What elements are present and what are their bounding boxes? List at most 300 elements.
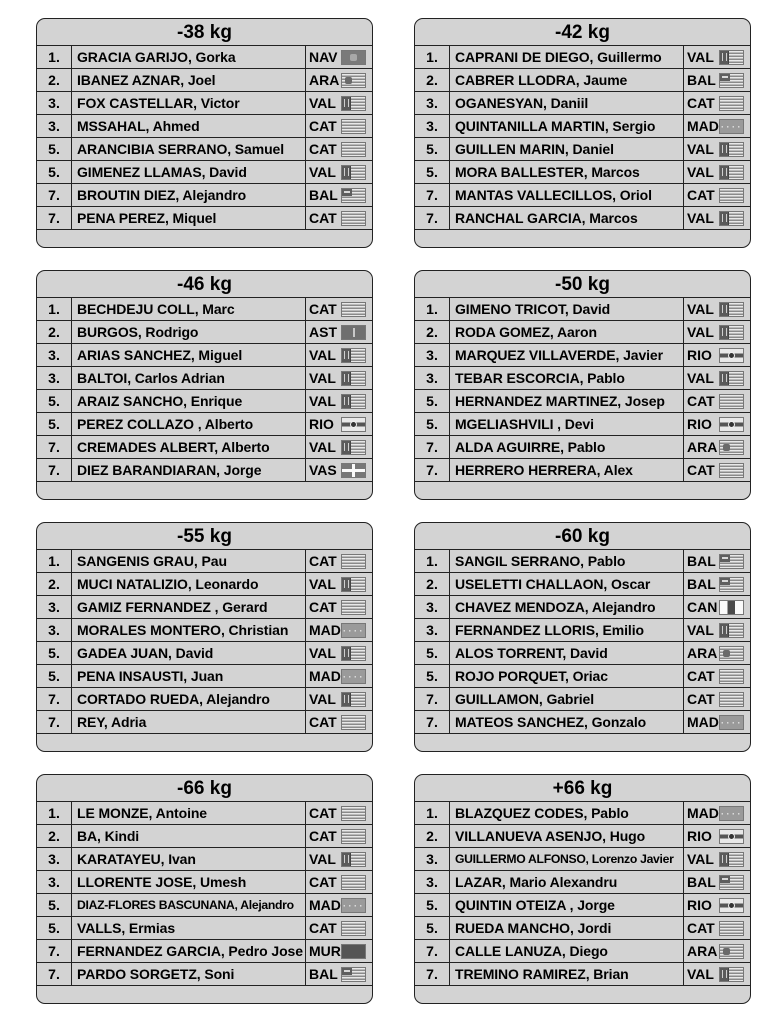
rank-cell: 7. [415,688,450,710]
team-code: CAT [687,462,715,478]
team-code: CAT [309,599,337,615]
cat-flag-icon [719,394,744,409]
athlete-name-cell: CALLE LANUZA, Diego [450,940,684,962]
table-row [415,596,750,619]
athlete-name-cell: BECHDEJU COLL, Marc [72,298,306,320]
mad-flag-icon [341,669,366,684]
rank-cell: 3. [37,596,72,618]
athlete-name-cell: CHAVEZ MENDOZA, Alejandro [450,596,684,618]
ara-flag-icon [341,73,366,88]
table-row [415,161,750,184]
rank-cell: 2. [37,573,72,595]
val-flag-icon [719,302,744,317]
ara-flag-icon [719,944,744,959]
rio-flag-icon [341,417,366,432]
table-row [37,596,372,619]
table-row [37,665,372,688]
team-code: CAT [309,141,337,157]
rank-cell: 3. [37,344,72,366]
rank-cell: 5. [37,390,72,412]
athlete-name-cell: MUCI NATALIZIO, Leonardo [72,573,306,595]
rank-cell: 3. [37,367,72,389]
team-cell [684,802,750,824]
athlete-name-cell: MORA BALLESTER, Marcos [450,161,684,183]
athlete-name-cell: QUINTIN OTEIZA , Jorge [450,894,684,916]
team-cell [684,367,750,389]
table-row [415,344,750,367]
team-cell [684,413,750,435]
mad-flag-icon [719,119,744,134]
rank-cell: 1. [415,298,450,320]
team-cell [684,642,750,664]
table-row [415,115,750,138]
team-cell [684,711,750,733]
ara-flag-icon [719,440,744,455]
team-cell [684,298,750,320]
table-row [37,688,372,711]
weight-category-panel [36,270,373,500]
athlete-name-cell: TEBAR ESCORCIA, Pablo [450,367,684,389]
rank-cell: 5. [415,138,450,160]
rank-cell: 2. [37,321,72,343]
team-code: VAL [687,324,714,340]
table-row [37,207,372,230]
team-cell [306,550,372,572]
rank-cell: 5. [415,894,450,916]
rank-cell: 7. [415,963,450,985]
athlete-name-cell: DIEZ BARANDIARAN, Jorge [72,459,306,481]
rank-cell: 3. [415,619,450,641]
table-row [415,459,750,482]
rank-cell: 7. [415,940,450,962]
team-cell [306,665,372,687]
team-cell [306,321,372,343]
team-code: CAT [309,920,337,936]
table-row [415,802,750,825]
cat-flag-icon [341,142,366,157]
team-code: VAL [309,645,336,661]
cat-flag-icon [341,119,366,134]
val-flag-icon [341,394,366,409]
team-cell [306,711,372,733]
team-cell [306,344,372,366]
results-table [37,550,372,734]
weight-category-title: -66 kg [37,775,372,802]
bal-flag-icon [341,967,366,982]
table-row [37,711,372,734]
team-cell [306,871,372,893]
athlete-name-cell: MARQUEZ VILLAVERDE, Javier [450,344,684,366]
team-cell [306,69,372,91]
table-row [37,642,372,665]
athlete-name-cell: CABRER LLODRA, Jaume [450,69,684,91]
team-code: CAT [687,393,715,409]
ara-flag-icon [719,646,744,661]
cat-flag-icon [719,669,744,684]
athlete-name-cell: DIAZ-FLORES BASCUNANA, Alejandro [72,894,306,916]
weight-category-panel [36,774,373,1004]
team-code: VAL [687,164,714,180]
val-flag-icon [719,967,744,982]
athlete-name-cell: GIMENO TRICOT, David [450,298,684,320]
athlete-name-cell: BLAZQUEZ CODES, Pablo [450,802,684,824]
rank-cell: 5. [415,390,450,412]
can-flag-icon [719,600,744,615]
team-code: RIO [309,416,334,432]
rank-cell: 7. [415,207,450,229]
athlete-name-cell: MANTAS VALLECILLOS, Oriol [450,184,684,206]
team-code: AST [309,324,337,340]
team-code: CAT [309,805,337,821]
bal-flag-icon [719,577,744,592]
mad-flag-icon [719,806,744,821]
athlete-name-cell: SANGIL SERRANO, Pablo [450,550,684,572]
table-row [415,940,750,963]
athlete-name-cell: RUEDA MANCHO, Jordi [450,917,684,939]
weight-category-title: +66 kg [415,775,750,802]
team-cell [306,436,372,458]
table-row [37,344,372,367]
athlete-name-cell: BALTOI, Carlos Adrian [72,367,306,389]
table-row [37,825,372,848]
rank-cell: 7. [415,184,450,206]
rank-cell: 5. [37,917,72,939]
team-code: CAT [687,95,715,111]
table-row [37,321,372,344]
rank-cell: 7. [37,940,72,962]
table-row [415,848,750,871]
team-code: MAD [687,118,719,134]
team-code: NAV [309,49,338,65]
val-flag-icon [719,623,744,638]
team-cell [306,940,372,962]
athlete-name-cell: PEREZ COLLAZO , Alberto [72,413,306,435]
athlete-name-cell: FERNANDEZ GARCIA, Pedro Jose [72,940,306,962]
table-row [37,390,372,413]
athlete-name-cell: GAMIZ FERNANDEZ , Gerard [72,596,306,618]
rank-cell: 2. [415,69,450,91]
vas-flag-icon [341,463,366,478]
rank-cell: 3. [415,92,450,114]
team-code: VAL [687,301,714,317]
team-cell [306,184,372,206]
team-code: VAL [687,966,714,982]
team-code: ARA [687,439,718,455]
athlete-name-cell: LLORENTE JOSE, Umesh [72,871,306,893]
rank-cell: 5. [37,161,72,183]
team-code: CAT [309,828,337,844]
table-row [415,390,750,413]
team-code: CAT [687,668,715,684]
team-cell [306,596,372,618]
team-cell [684,138,750,160]
team-code: VAS [309,462,337,478]
table-row [37,573,372,596]
bal-flag-icon [719,73,744,88]
athlete-name-cell: BROUTIN DIEZ, Alejandro [72,184,306,206]
team-cell [684,963,750,985]
athlete-name-cell: CREMADES ALBERT, Alberto [72,436,306,458]
team-code: RIO [687,828,712,844]
team-code: VAL [687,851,714,867]
table-row [37,184,372,207]
weight-category-title: -42 kg [415,19,750,46]
cat-flag-icon [341,554,366,569]
weight-category-panel [414,774,751,1004]
athlete-name-cell: OGANESYAN, Daniil [450,92,684,114]
team-cell [306,619,372,641]
table-row [415,711,750,734]
cat-flag-icon [341,302,366,317]
team-cell [306,894,372,916]
val-flag-icon [719,371,744,386]
team-code: CAT [309,714,337,730]
table-row [415,917,750,940]
results-table [37,802,372,986]
table-row [37,298,372,321]
table-row [415,665,750,688]
table-row [37,413,372,436]
rank-cell: 7. [37,963,72,985]
table-row [37,619,372,642]
cat-flag-icon [719,692,744,707]
table-row [37,848,372,871]
athlete-name-cell: PARDO SORGETZ, Soni [72,963,306,985]
rank-cell: 7. [37,207,72,229]
nav-flag-icon [341,50,366,65]
bal-flag-icon [719,875,744,890]
rio-flag-icon [719,829,744,844]
rank-cell: 5. [415,917,450,939]
table-row [37,550,372,573]
val-flag-icon [341,692,366,707]
team-code: VAL [687,141,714,157]
team-cell [684,436,750,458]
val-flag-icon [341,440,366,455]
athlete-name-cell: MGELIASHVILI , Devi [450,413,684,435]
rank-cell: 5. [37,894,72,916]
team-code: ARA [687,645,718,661]
team-cell [684,344,750,366]
rank-cell: 2. [37,69,72,91]
athlete-name-cell: REY, Adria [72,711,306,733]
table-row [415,573,750,596]
rank-cell: 5. [415,665,450,687]
val-flag-icon [341,348,366,363]
cat-flag-icon [719,463,744,478]
table-row [415,207,750,230]
rank-cell: 2. [37,825,72,847]
team-cell [684,894,750,916]
team-code: VAL [687,370,714,386]
table-row [415,184,750,207]
team-code: MAD [309,897,341,913]
team-code: RIO [687,416,712,432]
weight-category-panel [414,18,751,248]
athlete-name-cell: CAPRANI DE DIEGO, Guillermo [450,46,684,68]
athlete-name-cell: ALDA AGUIRRE, Pablo [450,436,684,458]
team-code: VAL [309,393,336,409]
team-code: RIO [687,347,712,363]
rank-cell: 7. [37,688,72,710]
weight-category-title: -60 kg [415,523,750,550]
team-cell [684,184,750,206]
team-cell [684,459,750,481]
rank-cell: 7. [37,184,72,206]
athlete-name-cell: LAZAR, Mario Alexandru [450,871,684,893]
table-row [415,367,750,390]
rank-cell: 1. [37,802,72,824]
table-row [415,413,750,436]
weight-category-panel [414,522,751,752]
rank-cell: 7. [37,459,72,481]
rank-cell: 3. [37,115,72,137]
team-code: MAD [309,622,341,638]
team-code: CAT [309,118,337,134]
results-table [37,298,372,482]
rank-cell: 7. [37,711,72,733]
athlete-name-cell: ALOS TORRENT, David [450,642,684,664]
athlete-name-cell: ARAIZ SANCHO, Enrique [72,390,306,412]
team-cell [684,92,750,114]
team-cell [684,69,750,91]
weight-category-title: -50 kg [415,271,750,298]
cat-flag-icon [719,96,744,111]
cat-flag-icon [341,806,366,821]
rank-cell: 3. [415,367,450,389]
team-cell [306,573,372,595]
team-cell [684,596,750,618]
table-row [415,688,750,711]
athlete-name-cell: VILLANUEVA ASENJO, Hugo [450,825,684,847]
team-cell [684,871,750,893]
table-row [37,963,372,986]
cat-flag-icon [341,829,366,844]
team-code: BAL [309,187,338,203]
rank-cell: 5. [37,642,72,664]
team-code: BAL [309,966,338,982]
team-code: VAL [309,370,336,386]
table-row [415,46,750,69]
team-code: VAL [687,210,714,226]
weight-category-panel [414,270,751,500]
rank-cell: 5. [37,413,72,435]
table-row [37,367,372,390]
team-code: BAL [687,874,716,890]
cat-flag-icon [341,211,366,226]
team-cell [306,115,372,137]
team-cell [684,390,750,412]
team-code: VAL [309,576,336,592]
rio-flag-icon [719,898,744,913]
val-flag-icon [341,577,366,592]
table-row [37,940,372,963]
athlete-name-cell: GADEA JUAN, David [72,642,306,664]
rank-cell: 1. [37,298,72,320]
mur-flag-icon [341,944,366,959]
val-flag-icon [341,852,366,867]
table-row [37,802,372,825]
team-cell [306,802,372,824]
athlete-name-cell: PENA PEREZ, Miquel [72,207,306,229]
team-code: ARA [687,943,718,959]
rio-flag-icon [719,417,744,432]
table-row [415,69,750,92]
team-cell [306,642,372,664]
table-row [37,459,372,482]
bal-flag-icon [341,188,366,203]
team-code: MAD [309,668,341,684]
team-code: CAT [687,920,715,936]
rank-cell: 2. [415,573,450,595]
athlete-name-cell: RANCHAL GARCIA, Marcos [450,207,684,229]
ast-flag-icon [341,325,366,340]
athlete-name-cell: MSSAHAL, Ahmed [72,115,306,137]
team-cell [306,459,372,481]
results-table [37,46,372,230]
table-row [37,436,372,459]
team-code: VAL [309,851,336,867]
team-code: CAT [687,691,715,707]
team-cell [306,298,372,320]
rank-cell: 3. [415,344,450,366]
rank-cell: 3. [37,871,72,893]
team-cell [306,161,372,183]
athlete-name-cell: BA, Kindi [72,825,306,847]
val-flag-icon [719,211,744,226]
val-flag-icon [719,142,744,157]
athlete-name-cell: USELETTI CHALLAON, Oscar [450,573,684,595]
val-flag-icon [719,325,744,340]
rank-cell: 5. [37,665,72,687]
athlete-name-cell: GRACIA GARIJO, Gorka [72,46,306,68]
table-row [37,138,372,161]
rank-cell: 3. [37,619,72,641]
rank-cell: 3. [415,848,450,870]
team-code: VAL [309,439,336,455]
athlete-name-cell: MATEOS SANCHEZ, Gonzalo [450,711,684,733]
team-code: VAL [687,622,714,638]
athlete-name-cell: SANGENIS GRAU, Pau [72,550,306,572]
team-cell [684,848,750,870]
rank-cell: 2. [415,825,450,847]
team-cell [306,46,372,68]
rank-cell: 3. [37,848,72,870]
team-cell [684,573,750,595]
table-row [415,138,750,161]
table-row [37,894,372,917]
table-row [415,871,750,894]
rank-cell: 2. [415,321,450,343]
athlete-name-cell: IBANEZ AZNAR, Joel [72,69,306,91]
team-code: MUR [309,943,341,959]
athlete-name-cell: ARANCIBIA SERRANO, Samuel [72,138,306,160]
cat-flag-icon [341,921,366,936]
rank-cell: 1. [415,46,450,68]
table-row [415,321,750,344]
team-cell [684,940,750,962]
team-cell [306,138,372,160]
table-row [37,871,372,894]
team-cell [684,115,750,137]
team-cell [306,413,372,435]
athlete-name-cell: GUILLEN MARIN, Daniel [450,138,684,160]
athlete-name-cell: GUILLERMO ALFONSO, Lorenzo Javier [450,848,684,870]
rank-cell: 3. [415,596,450,618]
val-flag-icon [341,646,366,661]
rank-cell: 7. [415,459,450,481]
table-row [415,894,750,917]
